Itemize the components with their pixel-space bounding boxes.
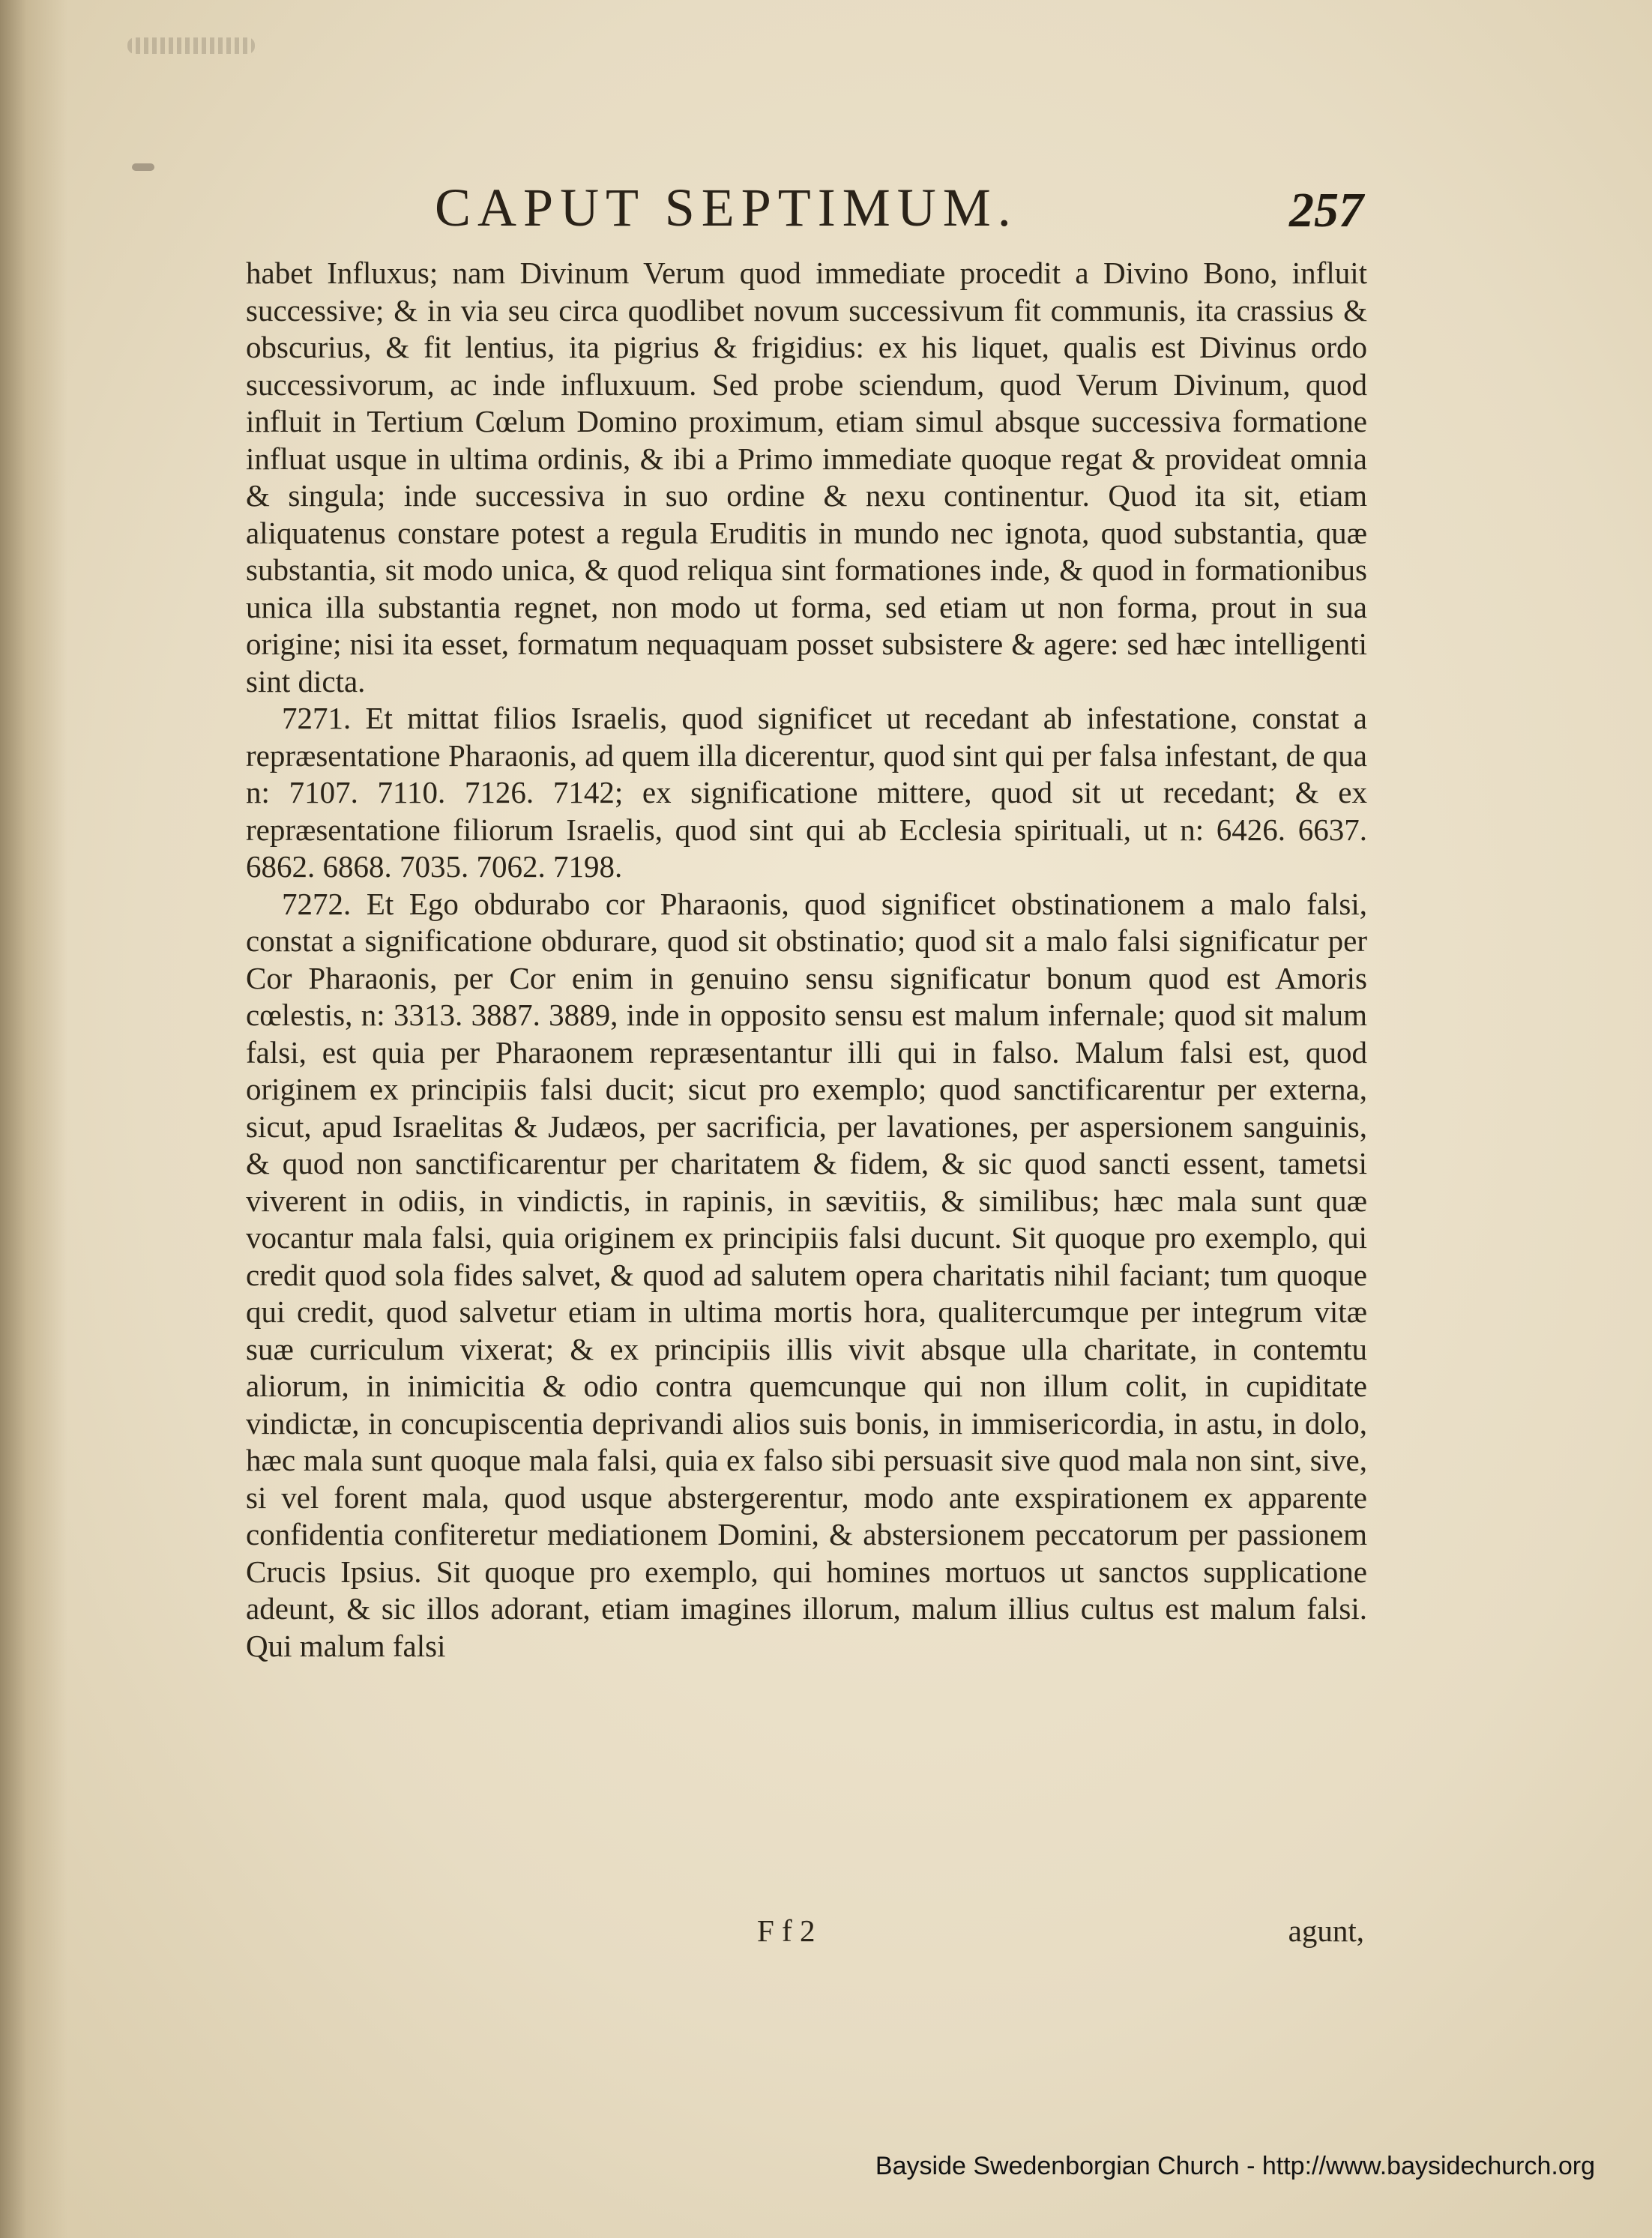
- running-title: CAPUT SEPTIMUM.: [435, 178, 1018, 238]
- ink-smudge: [127, 37, 255, 54]
- binding-shadow: [0, 0, 67, 2238]
- paragraph-7271: 7271. Et mittat filios Israelis, quod significet ut recedant ab infestatione, constat a repræsentatione Pharaonis, ad quem illa dicerentur, quod sint qui per falsa infestant, de qua n: 7107. 7110. 7126. 7142; ex significatione mittere, quod sit ut recedant; & ex repræsentatione filiorum Israelis, quod sint qui ab Ecclesia spirituali, ut n: 6426. 6637. 6862. 6868. 7035. 7062. 7198.: [246, 701, 1367, 884]
- page-number: 257: [1289, 183, 1363, 238]
- paragraph-continuation: habet Influxus; nam Divinum Verum quod immediate procedit a Divino Bono, influit successive; & in via seu circa quodlibet novum successivum fit communis, ita crassius & obscurius, & fit lentius, ita pigrius & frigidius: ex his liquet, qualis est Divinus ordo successivorum, ac inde influxuum. Sed probe sciendum, quod Verum Divinum, quod influit in Tertium Cœlum Domino proximum, etiam simul absque successiva formatione influat usque in ultima ordinis, & ibi a Primo immediate quoque regat & provideat omnia & singula; inde successiva in suo ordine & nexu continentur. Quod ita sit, etiam aliquatenus constare potest a regula Eruditis in mundo nec ignota, quod substantia, quæ substantia, sit modo unica, & quod reliqua sint formationes inde, & quod in formationibus unica illa substantia regnet, non modo ut forma, sed etiam ut non forma, prout in sua origine; nisi ita esset, formatum nequaquam posset subsistere & agere: sed hæc intelligenti sint dicta.: [246, 256, 1367, 699]
- main-text: [246, 255, 1367, 1911]
- ink-smudge: [132, 163, 154, 171]
- paragraph-7272: 7272. Et Ego obdurabo cor Pharaonis, quod significet obstinationem a malo falsi, constat a significatione obdurare, quod sit obstinatio; quod sit a malo falsi significatur per Cor Pharaonis, per Cor enim in genuino sensu significatur bonum quod est Amoris cœlestis, n: 3313. 3887. 3889, inde in opposito sensu est malum infernale; quod sit malum falsi, est quia per Pharaonem repræsentantur illi qui in falso. Malum falsi est, quod originem ex principiis falsi ducit; sicut pro exemplo; quod sanctificarentur per externa, sicut, apud Israelitas & Judæos, per sacrificia, per lavationes, per aspersionem sanguinis, & quod non sanctificarentur per charitatem & fidem, & sic quod sancti essent, tametsi viverent in odiis, in vindictis, in rapinis, in sævitiis, & similibus; hæc mala sunt quæ vocantur mala falsi, quia originem ex principiis falsi ducunt. Sit quoque pro exemplo, qui credit quod sola fides salvet, & quod ad salutem opera charitatis nihil faciant; tum quoque qui credit, quod salvetur etiam in ultima mortis hora, qualitercumque per integrum vitæ suæ curriculum vixerat; & ex principiis illis vivit absque ulla charitate, in contemtu aliorum, in inimicitia & odio contra quemcunque qui non illum colit, in cupiditate vindictæ, in concupiscentia deprivandi alios suis bonis, in immisericordia, in astu, in dolo, hæc mala sunt quoque mala falsi, quia ex falso sibi persuasit sive quod mala non sint, sive, si vel forent mala, quod usque abstergerentur, modo ante exspirationem ex apparente confidentia confiteretur mediationem Domini, & abstersionem peccatorum per passionem Crucis Ipsius. Sit quoque pro exemplo, qui homines mortuos ut sanctos supplicatione adeunt, & sic illos adorant, etiam imagines illorum, malum illius cultus est malum falsi. Qui malum falsi: [246, 886, 1367, 1663]
- source-watermark: Bayside Swedenborgian Church - http://www.baysidechurch.org: [875, 2152, 1595, 2180]
- catchword: agunt,: [1288, 1913, 1364, 1948]
- signature-mark: F f 2: [757, 1913, 816, 1948]
